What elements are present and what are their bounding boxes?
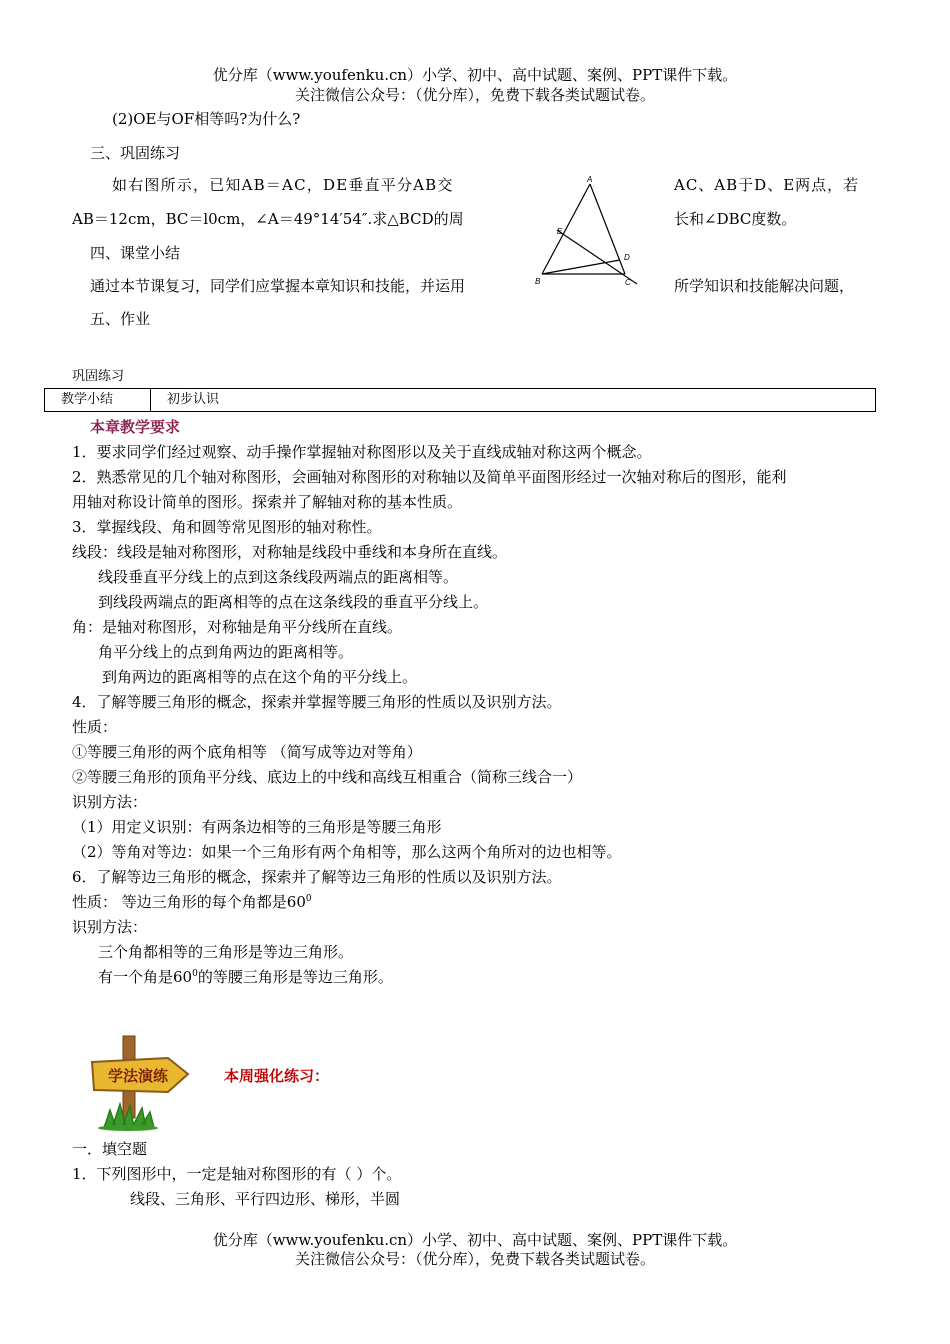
chapter-line-16: （2）等角对等边：如果一个三角形有两个角相等，那么这两个角所对的边也相等。 bbox=[72, 843, 622, 861]
table-cell-2: 初步认识 bbox=[167, 392, 220, 407]
label-c: C bbox=[625, 278, 631, 287]
chapter-line-9: 到角两边的距离相等的点在这个角的平分线上。 bbox=[102, 668, 418, 686]
table-cell-1: 教学小结 bbox=[45, 389, 151, 411]
paragraph-1-left: 如右图所示，已知AB＝AC，DE垂直平分AB交 bbox=[112, 176, 454, 194]
chapter-line-15: （1）用定义识别：有两条边相等的三角形是等腰三角形 bbox=[72, 818, 442, 836]
chapter-line-5: 线段垂直平分线上的点到这条线段两端点的距离相等。 bbox=[98, 568, 459, 586]
chapter-line-17: 6．了解等边三角形的概念，探索并了解等边三角形的性质以及识别方法。 bbox=[72, 868, 562, 886]
chapter-line-6: 到线段两端点的距离相等的点在这条线段的垂直平分线上。 bbox=[98, 593, 489, 611]
practice-section-1: 一．填空题 bbox=[72, 1140, 148, 1158]
question-2: (2)OE与OF相等吗?为什么? bbox=[112, 110, 301, 128]
chapter-line-1: 1．要求同学们经过观察、动手操作掌握轴对称图形以及关于直线成轴对称这两个概念。 bbox=[72, 443, 652, 461]
practice-question-1: 1．下列图形中，一定是轴对称图形的有（ ）个。 bbox=[72, 1165, 402, 1183]
label-e: E bbox=[557, 227, 563, 236]
practice-title: 本周强化练习： bbox=[224, 1067, 330, 1085]
chapter-title: 本章教学要求 bbox=[90, 418, 181, 436]
chapter-line-8: 角平分线上的点到角两边的距离相等。 bbox=[98, 643, 354, 661]
paragraph-1-right: AC、AB于D、E两点，若 bbox=[674, 176, 860, 194]
section-4-heading: 四、课堂小结 bbox=[90, 244, 181, 262]
triangle-figure bbox=[532, 172, 650, 294]
footer-line-2: 关注微信公众号：（优分库），免费下载各类试题试卷。 bbox=[294, 1250, 655, 1268]
label-d: D bbox=[624, 253, 630, 262]
chapter-line-3: 3．掌握线段、角和圆等常见图形的轴对称性。 bbox=[72, 518, 382, 536]
chapter-line-18: 性质： 等边三角形的每个角都是$60^0$ bbox=[72, 893, 312, 911]
signpost-icon bbox=[88, 1034, 196, 1132]
chapter-line-2b: 用轴对称设计简单的图形。探索并了解轴对称的基本性质。 bbox=[72, 493, 463, 511]
chapter-line-4: 线段：线段是轴对称图形，对称轴是线段中垂线和本身所在直线。 bbox=[72, 543, 508, 561]
chapter-line-12: ①等腰三角形的两个底角相等 （简写成等边对等角） bbox=[72, 743, 422, 761]
chapter-line-10: 4．了解等腰三角形的概念，探索并掌握等腰三角形的性质以及识别方法。 bbox=[72, 693, 562, 711]
table-caption: 巩固练习 bbox=[72, 369, 125, 384]
label-b: B bbox=[535, 277, 541, 286]
paragraph-2-left: AB＝12cm，BC＝l0cm，∠A＝49°14′54″.求△BCD的周 bbox=[72, 210, 464, 228]
paragraph-3-left: 通过本节课复习，同学们应掌握本章知识和技能，并运用 bbox=[90, 277, 466, 295]
paragraph-2-right: 长和∠DBC度数。 bbox=[674, 210, 797, 228]
summary-table bbox=[44, 388, 876, 412]
footer-line-1: 优分库（www.youfenku.cn）小学、初中、高中试题、案例、PPT课件下载。 bbox=[212, 1231, 738, 1249]
chapter-line-19: 识别方法： bbox=[72, 918, 148, 936]
chapter-line-11: 性质： bbox=[72, 718, 118, 736]
label-a: A bbox=[587, 175, 593, 184]
chapter-line-21: 有一个角是$60^0$的等腰三角形是等边三角形。 bbox=[98, 968, 393, 986]
segment-bd bbox=[542, 260, 620, 274]
paragraph-3-right: 所学知识和技能解决问题， bbox=[674, 277, 855, 295]
section-5-heading: 五、作业 bbox=[90, 310, 151, 328]
header-line-1: 优分库（www.youfenku.cn）小学、初中、高中试题、案例、PPT课件下载。 bbox=[212, 66, 738, 84]
side-ab bbox=[542, 184, 590, 274]
chapter-line-20: 三个角都相等的三角形是等边三角形。 bbox=[98, 943, 354, 961]
section-3-heading: 三、巩固练习 bbox=[90, 144, 181, 162]
chapter-line-13: ②等腰三角形的顶角平分线、底边上的中线和高线互相重合（简称三线合一） bbox=[72, 768, 583, 786]
header-line-2: 关注微信公众号：（优分库），免费下载各类试题试卷。 bbox=[294, 86, 655, 104]
chapter-line-2a: 2．熟悉常见的几个轴对称图形，会画轴对称图形的对称轴以及简单平面图形经过一次轴对称后的图形，能利 bbox=[72, 468, 787, 486]
chapter-line-7: 角：是轴对称图形，对称轴是角平分线所在直线。 bbox=[72, 618, 403, 636]
practice-question-1-items: 线段、三角形、平行四边形、梯形，半圆 bbox=[130, 1190, 401, 1208]
sign-text: 学法演练 bbox=[107, 1067, 169, 1085]
chapter-line-14: 识别方法： bbox=[72, 793, 148, 811]
